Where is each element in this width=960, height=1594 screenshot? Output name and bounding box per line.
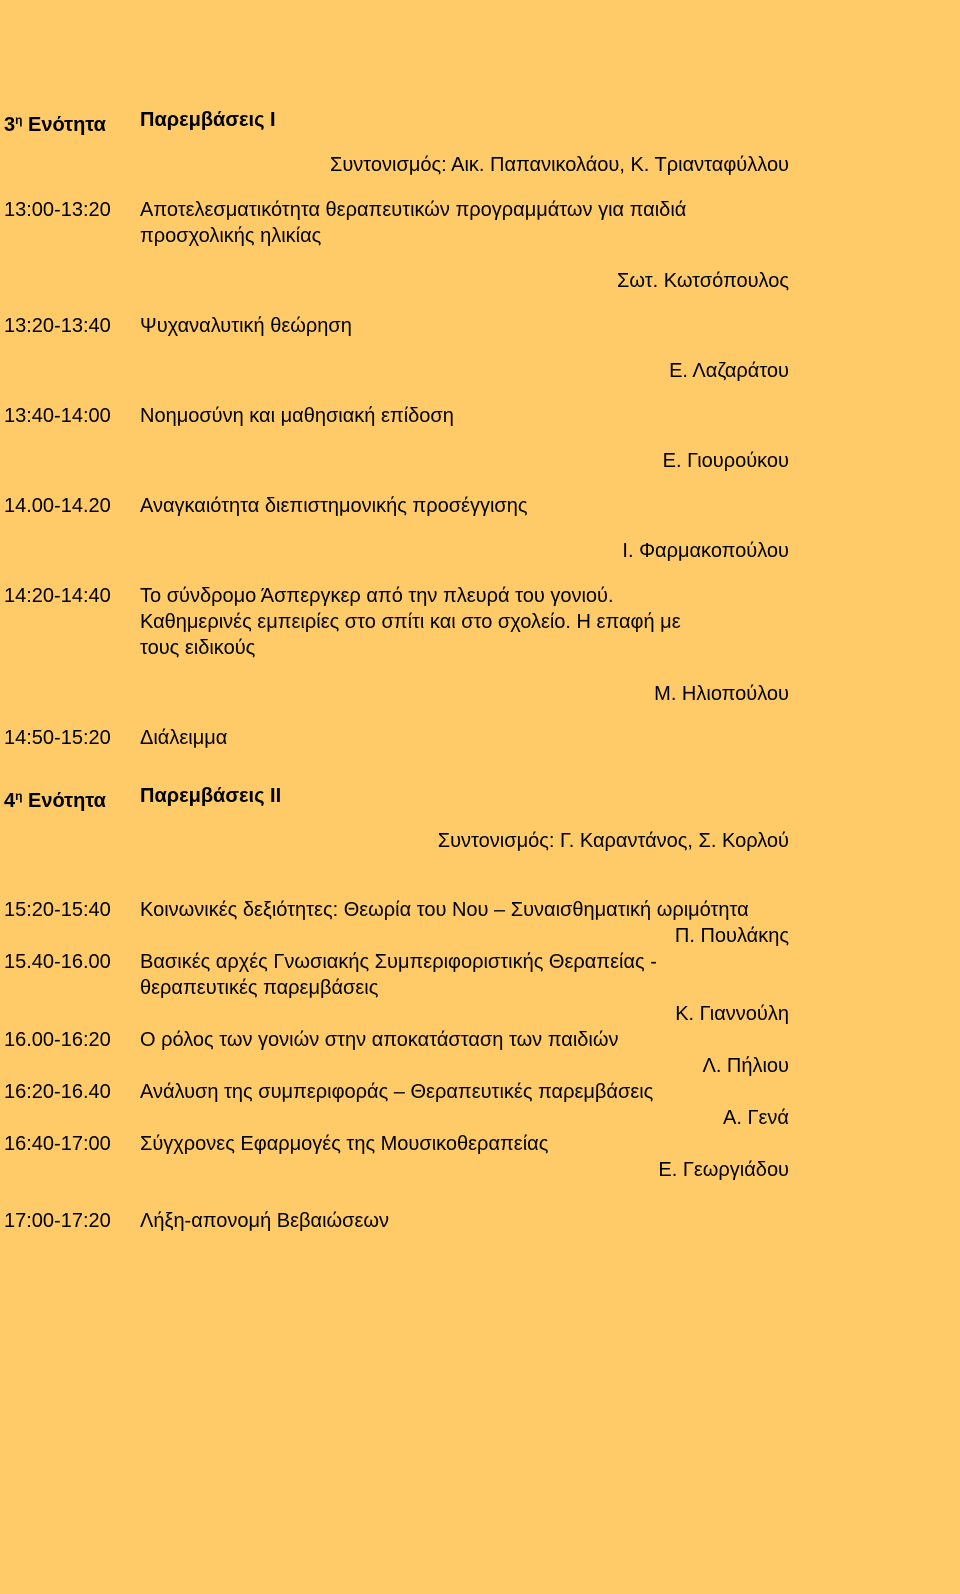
section3-label: $3^\eta$ Ενότητα (4, 113, 106, 136)
session-time: 14:20-14:40 (4, 585, 111, 607)
session-speaker: Σωτ. Κωτσόπουλος (617, 270, 789, 292)
section3-title: Παρεμβάσεις Ι (140, 109, 276, 131)
session-speaker: Ε. Γεωργιάδου (658, 1159, 789, 1181)
session-time: 13:20-13:40 (4, 315, 111, 337)
break-title: Διάλειμμα (140, 727, 228, 749)
session-time: 16:20-16.40 (4, 1081, 111, 1103)
section4-coordination: Συντονισμός: Γ. Καραντάνος, Σ. Κορλού (437, 830, 789, 852)
session-time: 13:40-14:00 (4, 405, 111, 427)
session-title: Νοημοσύνη και μαθησιακή επίδοση (140, 405, 454, 427)
session-title: Βασικές αρχές Γνωσιακής Συμπεριφοριστικής Θεραπείας - (140, 951, 657, 973)
session-title: Σύγχρονες Εφαρμογές της Μουσικοθεραπείας (140, 1133, 549, 1155)
session-title: Ο ρόλος των γονιών στην αποκατάσταση των παιδιών (140, 1029, 619, 1051)
session-title: Ανάλυση της συμπεριφοράς – Θεραπευτικές παρεμβάσεις (140, 1081, 654, 1103)
closing-title: Λήξη-απονομή Βεβαιώσεων (140, 1210, 390, 1232)
session-speaker: Ε. Γιουρούκου (662, 450, 789, 472)
session-speaker: Μ. Ηλιοπούλου (654, 683, 789, 705)
session-speaker: Λ. Πήλιου (702, 1055, 789, 1077)
session-speaker: Α. Γενά (723, 1107, 789, 1129)
session-time: 16.00-16:20 (4, 1029, 111, 1051)
session-title: Κοινωνικές δεξιότητες: Θεωρία του Νου – Συναισθηματική ωριμότητα (140, 899, 749, 921)
session-title: Αναγκαιότητα διεπιστημονικής προσέγγισης (140, 495, 528, 517)
session-title: Ψυχαναλυτική θεώρηση (140, 315, 352, 337)
session-time: 13:00-13:20 (4, 199, 111, 221)
session-title-cont: τους ειδικούς (140, 637, 256, 659)
session-title: Το σύνδρομο Άσπεργκερ από την πλευρά του γονιού. (140, 585, 614, 607)
session-speaker: Κ. Γιαννούλη (675, 1003, 789, 1025)
session-title-cont: Καθημερινές εμπειρίες στο σπίτι και στο σχολείο. Η επαφή με (140, 611, 681, 633)
session-time: 15.40-16.00 (4, 951, 111, 973)
session-speaker: Ε. Λαζαράτου (669, 360, 789, 382)
break-time: 14:50-15:20 (4, 727, 111, 749)
session-time: 16:40-17:00 (4, 1133, 111, 1155)
section4-label: $4^\eta$ Ενότητα (4, 789, 106, 812)
session-speaker: Ι. Φαρμακοπούλου (622, 540, 789, 562)
session-title-cont: προσχολικής ηλικίας (140, 225, 322, 247)
session-speaker: Π. Πουλάκης (674, 925, 789, 947)
session-title-cont: θεραπευτικές παρεμβάσεις (140, 977, 379, 999)
session-title: Αποτελεσματικότητα θεραπευτικών προγραμμάτων για παιδιά (140, 199, 687, 221)
closing-time: 17:00-17:20 (4, 1210, 111, 1232)
session-time: 15:20-15:40 (4, 899, 111, 921)
session-time: 14.00-14.20 (4, 495, 111, 517)
section4-title: Παρεμβάσεις ΙΙ (140, 785, 282, 807)
section3-coordination: Συντονισμός: Αικ. Παπανικολάου, Κ. Τριανταφύλλου (329, 154, 789, 176)
